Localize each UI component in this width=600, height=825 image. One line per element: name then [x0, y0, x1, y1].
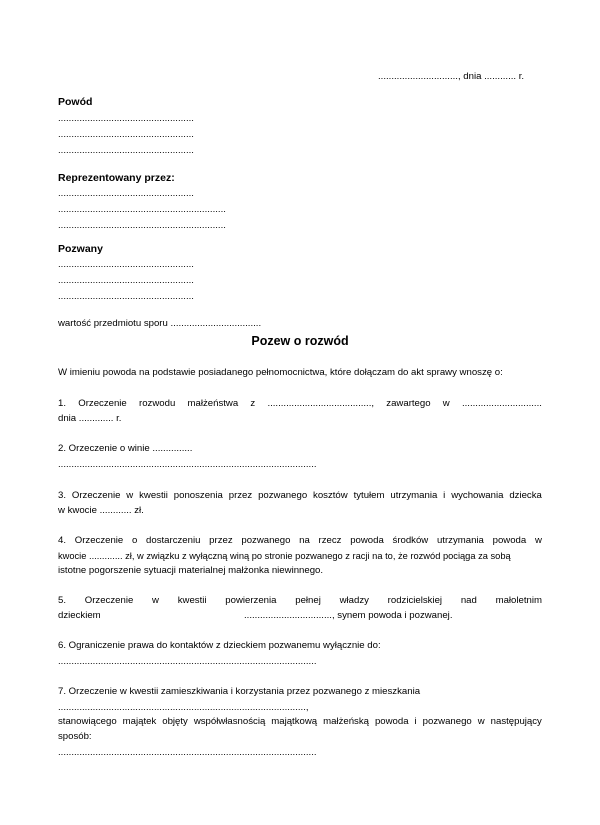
item-7-line-4: sposób: — [58, 731, 92, 742]
representative-line: ............................................................... — [58, 204, 226, 215]
item-3-line-1: 3. Orzeczenie w kwestii ponoszenia przez pozwanego kosztów tytułem utrzymania i wychowania dziecka — [58, 490, 542, 501]
item-7-line-5: ................................................................................................. — [58, 747, 317, 758]
item-5-line-2b: ................................., synem powoda i pozwanej. — [244, 610, 453, 621]
item-3-line-2: w kwocie ............ zł. — [58, 505, 144, 516]
document-title: Pozew o rozwód — [251, 334, 349, 348]
representative-line: ............................................................... — [58, 220, 226, 231]
item-7-line-2: ............................................................................................., — [58, 702, 309, 713]
item-6-line-1: 6. Ograniczenie prawa do kontaktów z dzieckiem pozwanemu wyłącznie do: — [58, 640, 381, 651]
plaintiff-line: ................................................... — [58, 145, 194, 156]
defendant-line: ................................................... — [58, 291, 194, 302]
item-5-line-1: 5. Orzeczenie w kwestii powierzenia pełnej władzy rodzicielskiej nad małoletnim — [58, 595, 542, 606]
representative-line: ................................................... — [58, 188, 194, 199]
item-1-line-1: 1. Orzeczenie rozwodu małżeństwa z ......................................., zawartego w .............................. — [58, 398, 542, 409]
dispute-value-line: wartość przedmiotu sporu .................................. — [58, 318, 262, 329]
item-5-line-2a: dzieckiem — [58, 610, 101, 621]
intro-paragraph: W imieniu powoda na podstawie posiadanego pełnomocnictwa, które dołączam do akt sprawy wnoszę o: — [58, 367, 503, 378]
item-4-line-3: istotne pogorszenie sytuacji materialnej małżonka niewinnego. — [58, 565, 324, 576]
defendant-line: ................................................... — [58, 259, 194, 270]
defendant-heading: Pozwany — [58, 243, 103, 255]
defendant-line: ................................................... — [58, 275, 194, 286]
item-2-line-2: ................................................................................................. — [58, 459, 317, 470]
plaintiff-line: ................................................... — [58, 129, 194, 140]
item-7-line-3: stanowiącego majątek objęty współwłasnością majątkową małżeńską powoda i pozwanego w następujący — [58, 716, 542, 727]
item-7-line-1: 7. Orzeczenie w kwestii zamieszkiwania i korzystania przez pozwanego z mieszkania — [58, 686, 421, 697]
item-4-line-1: 4. Orzeczenie o dostarczeniu przez pozwanego na rzecz powoda środków utrzymania powoda w — [58, 535, 542, 546]
representative-heading: Reprezentowany przez: — [58, 172, 175, 184]
plaintiff-line: ................................................... — [58, 113, 194, 124]
item-2-line-1: 2. Orzeczenie o winie ............... — [58, 443, 193, 454]
item-4-line-2: kwocie ............. zł, w związku z wyłączną winą po stronie pozwanego z racji na to, że rozwód pociąga za sobą — [58, 551, 511, 561]
place-date-line: .............................., dnia ............ r. — [378, 71, 525, 82]
item-1-line-2: dnia ............. r. — [58, 413, 122, 424]
item-6-line-2: ................................................................................................. — [58, 656, 317, 667]
plaintiff-heading: Powód — [58, 96, 93, 108]
